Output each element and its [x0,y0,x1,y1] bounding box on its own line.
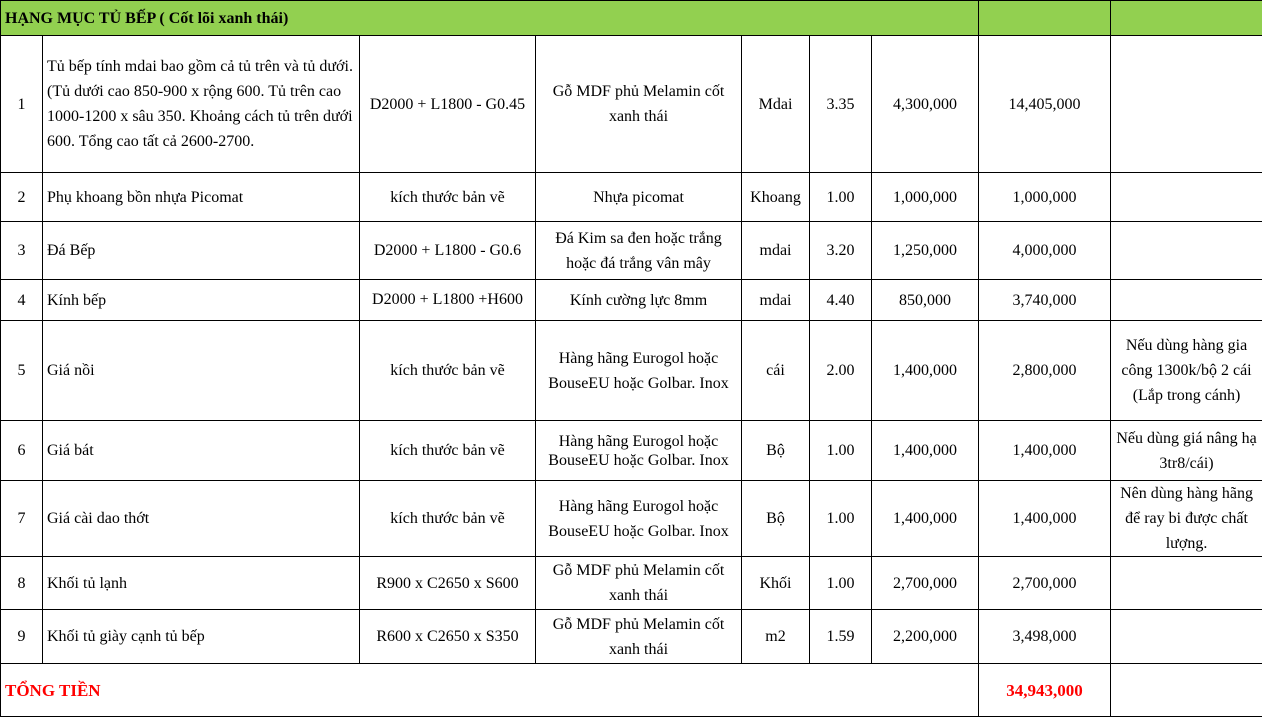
item-name: Khối tủ giày cạnh tủ bếp [43,610,360,664]
item-size: D2000 + L1800 - G0.45 [360,36,536,173]
item-qty: 4.40 [810,280,872,321]
section-title: HẠNG MỤC TỦ BẾP ( Cốt lõi xanh thái) [1,1,979,36]
section-header-row [1,1,1262,36]
item-name: Giá bát [43,421,360,481]
item-size: R600 x C2650 x S350 [360,610,536,664]
item-qty: 2.00 [810,321,872,421]
item-name: Kính bếp [43,280,360,321]
item-unit: Khối [742,557,810,610]
item-price: 1,400,000 [872,421,979,481]
item-qty: 3.35 [810,36,872,173]
item-qty: 1.00 [810,557,872,610]
item-qty: 1.00 [810,481,872,557]
item-amount: 1,000,000 [979,173,1111,222]
item-amount: 2,800,000 [979,321,1111,421]
item-note: Nếu dùng giá nâng hạ 3tr8/cái) [1111,421,1262,481]
item-amount: 1,400,000 [979,421,1111,481]
total-blank-cell [1111,664,1262,717]
item-price: 1,000,000 [872,173,979,222]
item-unit: m2 [742,610,810,664]
item-price: 850,000 [872,280,979,321]
row-number: 5 [1,321,43,421]
item-name: Phụ khoang bồn nhựa Picomat [43,173,360,222]
item-unit: Mdai [742,36,810,173]
item-note: Nên dùng hàng hãng để ray bi được chất lượng. [1111,481,1262,557]
item-qty: 1.00 [810,173,872,222]
item-unit: Bộ [742,481,810,557]
item-unit: mdai [742,222,810,280]
table-row [1,222,1262,280]
item-material: Gỗ MDF phủ Melamin cốt xanh thái [536,36,742,173]
item-material: Gỗ MDF phủ Melamin cốt xanh thái [536,610,742,664]
row-number: 4 [1,280,43,321]
item-unit: mdai [742,280,810,321]
item-size: kích thước bản vẽ [360,481,536,557]
item-note [1111,36,1262,173]
item-unit: Khoang [742,173,810,222]
item-material: Hàng hãng Eurogol hoặc BouseEU hoặc Golbar. Inox [536,421,742,481]
header-blank-cell [979,1,1111,36]
item-amount: 14,405,000 [979,36,1111,173]
item-material: Kính cường lực 8mm [536,280,742,321]
item-note [1111,173,1262,222]
item-note [1111,610,1262,664]
item-material: Gỗ MDF phủ Melamin cốt xanh thái [536,557,742,610]
item-price: 1,400,000 [872,481,979,557]
row-number: 1 [1,36,43,173]
item-name: Đá Bếp [43,222,360,280]
item-name: Tủ bếp tính mdai bao gồm cả tủ trên và tủ dưới. (Tủ dưới cao 850-900 x rộng 600. Tủ trên cao 1000-1200 x sâu 350. Khoảng cách tủ trên dưới 600. Tổng cao tất cả 2600-2700. [43,36,360,173]
row-number: 2 [1,173,43,222]
item-price: 4,300,000 [872,36,979,173]
total-value: 34,943,000 [979,664,1111,717]
table-row [1,610,1262,664]
table-row [1,557,1262,610]
item-unit: Bộ [742,421,810,481]
table-row [1,321,1262,421]
table-row [1,280,1262,321]
item-size: D2000 + L1800 - G0.6 [360,222,536,280]
item-note [1111,280,1262,321]
row-number: 3 [1,222,43,280]
row-number: 7 [1,481,43,557]
row-number: 9 [1,610,43,664]
table-row [1,421,1262,481]
item-qty: 1.00 [810,421,872,481]
item-amount: 2,700,000 [979,557,1111,610]
item-material: Đá Kim sa đen hoặc trắng hoặc đá trắng vân mây [536,222,742,280]
item-amount: 4,000,000 [979,222,1111,280]
item-size: R900 x C2650 x S600 [360,557,536,610]
item-price: 1,400,000 [872,321,979,421]
item-name: Giá nồi [43,321,360,421]
total-row [1,664,1262,717]
row-number: 8 [1,557,43,610]
item-material: Hàng hãng Eurogol hoặc BouseEU hoặc Golbar. Inox [536,321,742,421]
item-unit: cái [742,321,810,421]
item-price: 2,200,000 [872,610,979,664]
table-row [1,173,1262,222]
item-size: kích thước bản vẽ [360,173,536,222]
item-material: Nhựa picomat [536,173,742,222]
item-size: kích thước bản vẽ [360,321,536,421]
item-note [1111,222,1262,280]
item-note [1111,557,1262,610]
item-name: Khối tủ lạnh [43,557,360,610]
total-label: TỔNG TIỀN [1,664,979,717]
row-number: 6 [1,421,43,481]
item-note: Nếu dùng hàng gia công 1300k/bộ 2 cái (Lắp trong cánh) [1111,321,1262,421]
header-blank-cell [1111,1,1262,36]
item-price: 1,250,000 [872,222,979,280]
item-qty: 1.59 [810,610,872,664]
item-material: Hàng hãng Eurogol hoặc BouseEU hoặc Golbar. Inox [536,481,742,557]
item-name: Giá cài dao thớt [43,481,360,557]
item-price: 2,700,000 [872,557,979,610]
table-row [1,36,1262,173]
item-amount: 3,498,000 [979,610,1111,664]
table-row [1,481,1262,557]
item-size: kích thước bản vẽ [360,421,536,481]
item-size: D2000 + L1800 +H600 [360,280,536,321]
item-amount: 3,740,000 [979,280,1111,321]
item-qty: 3.20 [810,222,872,280]
item-amount: 1,400,000 [979,481,1111,557]
